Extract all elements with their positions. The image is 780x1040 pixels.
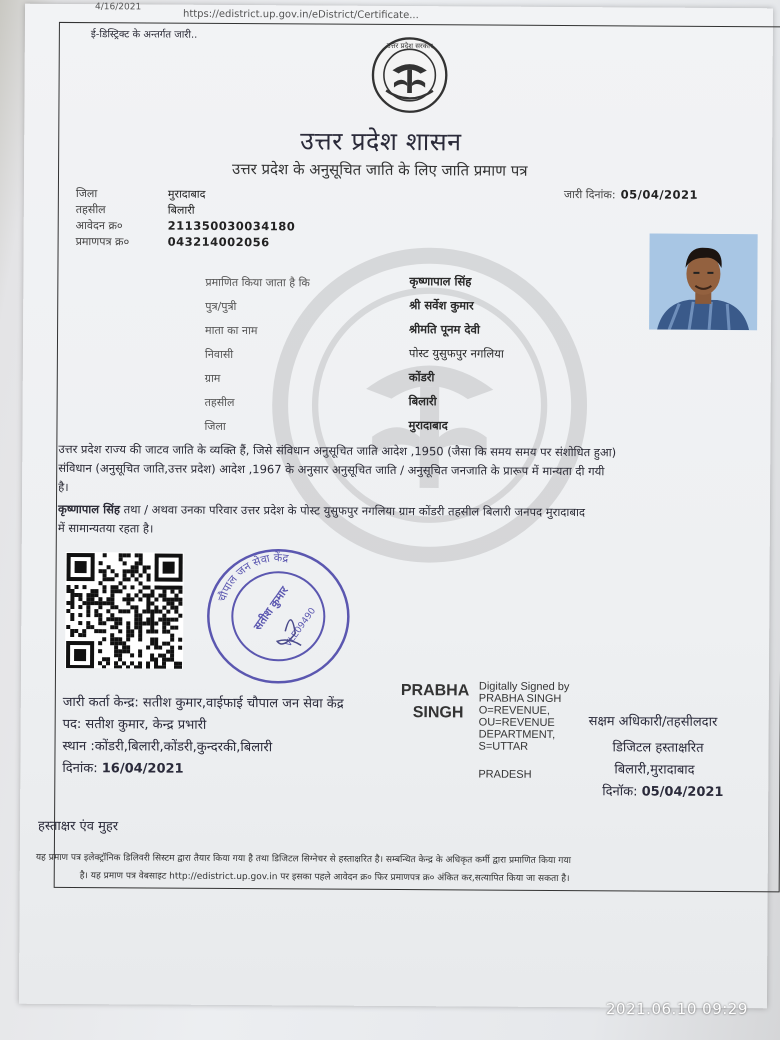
- meta-value-certificate-no: 043214002056: [167, 234, 270, 250]
- digital-signature-detail: OU=REVENUE: [478, 716, 555, 729]
- seal-name: सतीश कुमार: [251, 584, 291, 633]
- officer-date: [602, 781, 723, 800]
- officer-signed: डिजिटल हस्ताक्षरित: [612, 740, 704, 756]
- issuer-date-value: 16/04/2021: [101, 761, 184, 777]
- digital-signature-detail: PRABHA SINGH: [478, 692, 562, 706]
- applicant-photo: [649, 234, 758, 331]
- digital-signature-detail: O=REVENUE,: [478, 704, 551, 717]
- field-value-resident: पोस्ट युसुफपुर नगलिया: [408, 346, 504, 361]
- field-label-resident: निवासी: [204, 347, 234, 362]
- field-label-mother: माता का नाम: [205, 323, 258, 338]
- digital-signature-detail: DEPARTMENT,: [478, 728, 556, 741]
- officer-date-value: 05/04/2021: [641, 784, 724, 801]
- issuer-place: स्थान :कोंडरी,बिलारी,कोंडरी,कुन्दरकी,बिलारी: [62, 738, 273, 756]
- disclaimer-line1: यह प्रमाण पत्र इलेक्ट्रॉनिक डिलिवरी सिस्टम द्वारा तैयार किया गया है तथा डिजिटल सिग्नेचर से हस्ताक्षरित है। सम्बन्धित केन्द्र के अधिकृत कर्मी द्वारा प्रमाणित किया गया: [35, 852, 571, 867]
- digital-signature-details: [478, 681, 569, 754]
- certificate-subtitle: उत्तर प्रदेश के अनुसूचित जाति के लिए जाति प्रमाण पत्र: [232, 159, 528, 180]
- csc-rubber-stamp: [203, 545, 354, 688]
- digital-signature-state: PRADESH: [478, 768, 532, 781]
- seal-outer-text: चौपाल जन सेवा केंद्र: [215, 551, 290, 604]
- issue-date-label: जारी दिनांक:: [563, 188, 616, 202]
- print-url: https://edistrict.up.gov.in/eDistrict/Certificate...: [182, 8, 419, 22]
- digital-signature-detail: Digitally Signed by: [478, 680, 570, 694]
- residence-statement-text: तथा / अथवा उनका परिवार उत्तर प्रदेश के पोस्ट युसुफपुर नगलिया ग्राम कोंडरी तहसील बिलारी जनपद मुरादाबाद: [119, 502, 586, 520]
- issuing-center: जारी कर्ता केन्द्र: सतीश कुमार,वाईफाई चौपाल जन सेवा केंद्र: [62, 694, 344, 712]
- meta-label-tehsil: तहसील: [75, 203, 106, 217]
- page-title: उत्तर प्रदेश शासन: [300, 126, 462, 157]
- field-label-district: जिला: [204, 419, 226, 433]
- caste-statement-line1: उत्तर प्रदेश राज्य की जाटव जाति के व्यक्ति हैं, जिसे संविधान अनुसूचित जाति आदेश ,1950 (जैसा कि समय समय पर संशोधित हुआ): [58, 441, 617, 460]
- field-value-mother: श्रीमति पूनम देवी: [409, 322, 480, 337]
- caste-statement-line2: संविधान (अनुसूचित जाति,उत्तर प्रदेश) आदेश ,1967 के अनुसार अनुसूचित जाति / अनुसूचित जनजाति के प्रारूप में मान्यता दी गयी: [58, 460, 605, 479]
- field-value-village: कोंडरी: [408, 370, 435, 385]
- field-value-name: कृष्णापाल सिंह: [409, 274, 472, 289]
- emblem-text: उत्तर प्रदेश सरकार: [386, 41, 433, 51]
- signature-seal-label: हस्ताक्षर एंव मुहर: [37, 818, 119, 835]
- digital-signature-name-line2: SINGH: [412, 704, 464, 722]
- officer-date-label: दिनॉक:: [602, 784, 638, 800]
- residence-statement-name: कृष्णापाल सिंह: [57, 501, 121, 517]
- meta-label-district: जिला: [75, 187, 98, 201]
- digital-signature-detail: S=UTTAR: [478, 740, 529, 753]
- digital-signature-name-line1: PRABHA: [400, 682, 470, 700]
- disclaimer-line2: है। यह प्रमाण पत्र वेबसाइट http://edistrict.up.gov.in पर इसका पहले आवेदन क्र० फिर प्रमाणपत्र क्र० अंकित कर,सत्यापित किया जा सकता है।: [79, 871, 570, 885]
- camera-timestamp: 2021.06.10 09:29: [606, 1000, 748, 1018]
- officer-place: बिलारी,मुरादाबाद: [614, 762, 695, 778]
- caste-statement-line3: है।: [58, 479, 69, 494]
- certificate-paper: [19, 4, 773, 1009]
- issue-date-value: 05/04/2021: [620, 187, 699, 202]
- meta-value-tehsil: बिलारी: [167, 203, 195, 217]
- meta-value-application-no: 211350030034180: [167, 218, 296, 234]
- verification-qr-code: [65, 552, 184, 669]
- field-label-tehsil: तहसील: [204, 395, 235, 410]
- issuer-post: पद: सतीश कुमार, केन्द्र प्रभारी: [62, 716, 207, 733]
- meta-label-application-no: आवेदन क्र०: [75, 219, 123, 233]
- issuer-date: [62, 758, 183, 777]
- residence-statement-line2: में सामान्यतया रहता है।: [57, 520, 154, 536]
- issuer-date-label: दिनांक:: [62, 760, 98, 777]
- field-value-father: श्री सर्वेश कुमार: [409, 298, 474, 313]
- field-value-district: मुरादाबाद: [408, 418, 448, 433]
- field-label-village: ग्राम: [204, 371, 221, 385]
- field-label-son-daughter: पुत्र/पुत्री: [205, 299, 237, 314]
- officer-title: सक्षम अधिकारी/तहसीलदार: [588, 714, 718, 730]
- print-date: 4/16/2021: [95, 2, 142, 13]
- top-note: ई-डिस्ट्रिक्ट के अन्तर्गत जारी..: [90, 29, 198, 41]
- field-label-certified: प्रमाणित किया जाता है कि: [205, 275, 310, 290]
- issue-date: [564, 183, 698, 203]
- field-value-tehsil: बिलारी: [408, 394, 437, 409]
- meta-label-certificate-no: प्रमाणपत्र क्र०: [75, 235, 130, 249]
- seal-code: VLE09490: [283, 606, 319, 650]
- meta-value-district: मुरादाबाद: [167, 187, 206, 201]
